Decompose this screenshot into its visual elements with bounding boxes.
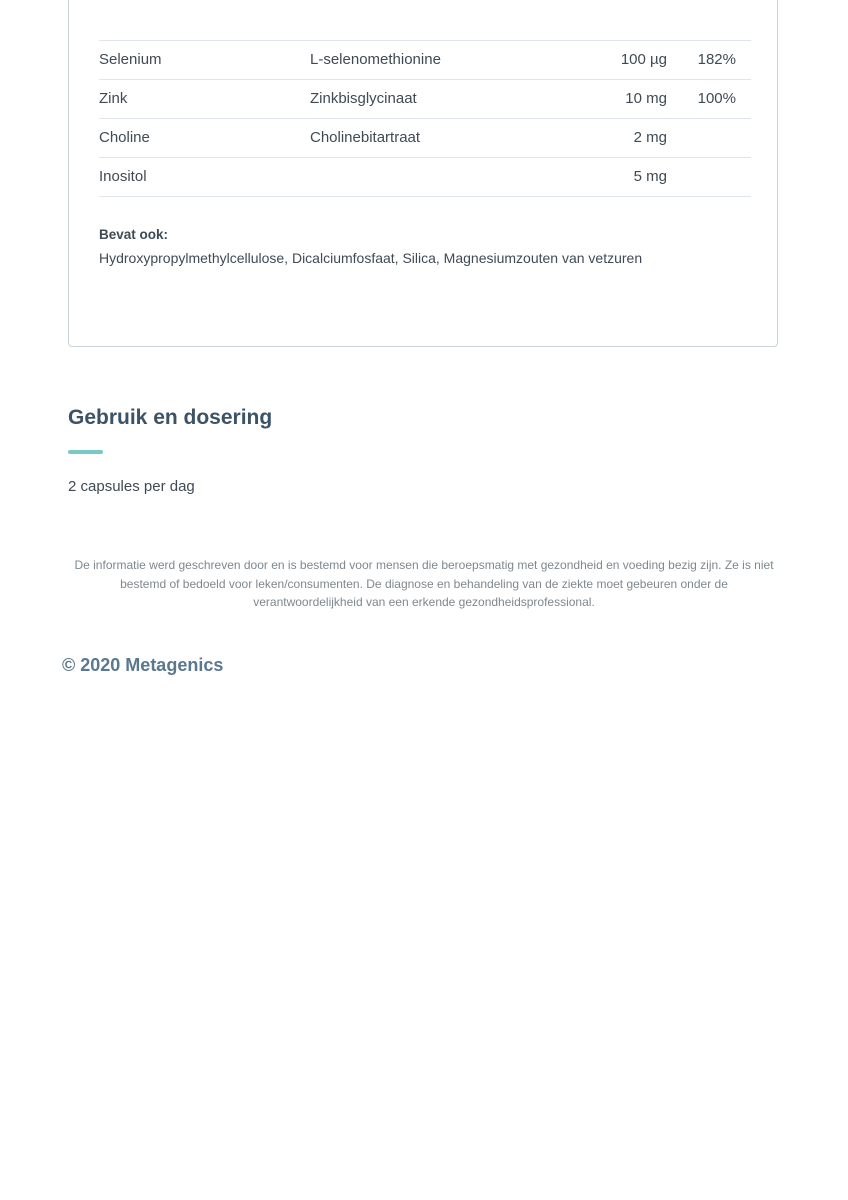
usage-title: Gebruik en dosering <box>68 406 273 429</box>
copyright: © 2020 Metagenics <box>62 655 224 675</box>
table-row <box>99 119 751 158</box>
ingredient-form: Zinkbisglycinaat <box>310 90 417 107</box>
composition-panel <box>68 0 778 347</box>
ingredient-ri: 182% <box>697 51 736 68</box>
ingredient-name: Zink <box>99 90 128 107</box>
ingredient-form: L-selenomethionine <box>310 51 441 68</box>
table-row <box>99 80 751 119</box>
table-row <box>99 158 751 197</box>
ingredient-name: Choline <box>99 129 150 146</box>
ingredient-amount: 10 mg <box>625 90 667 107</box>
ingredient-form: Cholinebitartraat <box>310 129 421 146</box>
ingredient-ri: 100% <box>697 90 736 107</box>
ingredient-amount: 5 mg <box>633 168 667 185</box>
also-contains-title: Bevat ook: <box>99 227 169 242</box>
ingredient-name: Inositol <box>99 168 147 185</box>
ingredient-amount: 2 mg <box>633 129 667 146</box>
also-contains-text: Hydroxypropylmethylcellulose, Dicalciumfosfaat, Silica, Magnesiumzouten van vetzuren <box>99 250 643 266</box>
title-underline <box>68 450 103 454</box>
ingredients-table <box>99 40 751 197</box>
usage-text: 2 capsules per dag <box>68 478 195 495</box>
table-row <box>99 41 751 80</box>
ingredient-amount: 100 µg <box>620 51 667 68</box>
ingredient-name: Selenium <box>99 51 162 68</box>
disclaimer: De informatie werd geschreven door en is bestemd voor mensen die beroepsmatig met gezondheid en voeding bezig zijn. Ze is niet bestemd of bedoeld voor leken/consumenten. De diagnose en behandeling van de ziekte moet gebeuren onder de verantwoordelijkheid van een erkende gezondheidsprofessional. <box>74 558 774 609</box>
